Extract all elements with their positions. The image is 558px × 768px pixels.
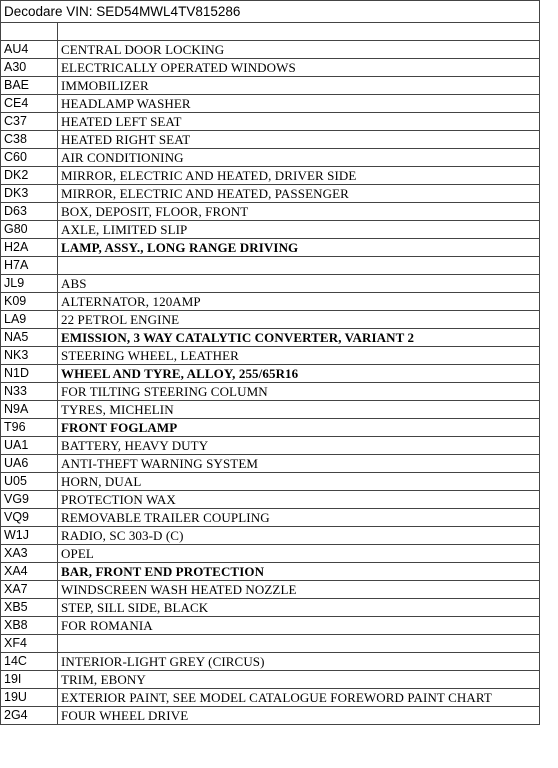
option-code-cell: N9A [1,401,58,419]
option-code-cell: CE4 [1,95,58,113]
option-code-cell: G80 [1,221,58,239]
document-title: Decodare VIN: SED54MWL4TV815286 [0,0,540,22]
option-description-cell: FOR ROMANIA [58,617,540,635]
option-code-cell: N1D [1,365,58,383]
table-row [1,77,540,95]
option-description-cell: MIRROR, ELECTRIC AND HEATED, DRIVER SIDE [58,167,540,185]
table-row [1,311,540,329]
option-description-cell: BAR, FRONT END PROTECTION [58,563,540,581]
table-row [1,365,540,383]
option-description-cell: ELECTRICALLY OPERATED WINDOWS [58,59,540,77]
option-code-cell [1,23,58,41]
table-row [1,581,540,599]
option-description-cell: FOUR WHEEL DRIVE [58,707,540,725]
option-description-cell [58,23,540,41]
table-row [1,419,540,437]
option-description-cell: EMISSION, 3 WAY CATALYTIC CONVERTER, VARIANT 2 [58,329,540,347]
option-description-cell [58,635,540,653]
option-description-cell: FOR TILTING STEERING COLUMN [58,383,540,401]
option-code-cell: T96 [1,419,58,437]
option-code-cell: C37 [1,113,58,131]
option-code-cell: NA5 [1,329,58,347]
option-description-cell: ALTERNATOR, 120AMP [58,293,540,311]
option-description-cell: LAMP, ASSY., LONG RANGE DRIVING [58,239,540,257]
option-description-cell: OPEL [58,545,540,563]
option-code-cell: W1J [1,527,58,545]
table-row [1,473,540,491]
table-row [1,239,540,257]
option-description-cell: 22 PETROL ENGINE [58,311,540,329]
option-code-cell: VG9 [1,491,58,509]
option-description-cell: IMMOBILIZER [58,77,540,95]
option-code-cell: H7A [1,257,58,275]
table-row [1,491,540,509]
option-description-cell: EXTERIOR PAINT, SEE MODEL CATALOGUE FOREWORD PAINT CHART [58,689,540,707]
option-code-cell: A30 [1,59,58,77]
option-description-cell: STEERING WHEEL, LEATHER [58,347,540,365]
table-row [1,347,540,365]
table-row [1,383,540,401]
table-row [1,545,540,563]
table-row [1,167,540,185]
option-code-cell: NK3 [1,347,58,365]
option-code-cell: N33 [1,383,58,401]
options-table-body [1,23,540,725]
table-row [1,401,540,419]
option-code-cell: 2G4 [1,707,58,725]
option-description-cell: HEADLAMP WASHER [58,95,540,113]
options-table [0,22,540,725]
option-code-cell: DK3 [1,185,58,203]
table-row [1,527,540,545]
table-row [1,59,540,77]
option-description-cell: PROTECTION WAX [58,491,540,509]
table-row [1,257,540,275]
table-row [1,41,540,59]
option-description-cell: REMOVABLE TRAILER COUPLING [58,509,540,527]
table-row [1,293,540,311]
option-code-cell: U05 [1,473,58,491]
table-row [1,203,540,221]
option-code-cell: XA7 [1,581,58,599]
option-description-cell: HEATED RIGHT SEAT [58,131,540,149]
table-row [1,689,540,707]
option-code-cell: UA1 [1,437,58,455]
option-description-cell: RADIO, SC 303-D (C) [58,527,540,545]
option-description-cell: INTERIOR-LIGHT GREY (CIRCUS) [58,653,540,671]
option-description-cell: MIRROR, ELECTRIC AND HEATED, PASSENGER [58,185,540,203]
option-code-cell: K09 [1,293,58,311]
option-description-cell: HORN, DUAL [58,473,540,491]
option-description-cell: HEATED LEFT SEAT [58,113,540,131]
option-description-cell: FRONT FOGLAMP [58,419,540,437]
table-row [1,635,540,653]
option-description-cell: ANTI-THEFT WARNING SYSTEM [58,455,540,473]
option-description-cell: TRIM, EBONY [58,671,540,689]
table-row [1,563,540,581]
option-code-cell: UA6 [1,455,58,473]
option-description-cell: AXLE, LIMITED SLIP [58,221,540,239]
option-description-cell [58,257,540,275]
table-row [1,95,540,113]
table-row [1,275,540,293]
table-row [1,23,540,41]
option-description-cell: WINDSCREEN WASH HEATED NOZZLE [58,581,540,599]
table-row [1,599,540,617]
option-code-cell: 14C [1,653,58,671]
table-row [1,149,540,167]
option-code-cell: 19U [1,689,58,707]
option-code-cell: C38 [1,131,58,149]
option-description-cell: BATTERY, HEAVY DUTY [58,437,540,455]
option-code-cell: AU4 [1,41,58,59]
option-description-cell: STEP, SILL SIDE, BLACK [58,599,540,617]
table-row [1,437,540,455]
table-row [1,221,540,239]
option-description-cell: CENTRAL DOOR LOCKING [58,41,540,59]
option-code-cell: LA9 [1,311,58,329]
option-code-cell: DK2 [1,167,58,185]
option-code-cell: 19I [1,671,58,689]
option-code-cell: XB5 [1,599,58,617]
table-row [1,671,540,689]
table-row [1,185,540,203]
option-code-cell: C60 [1,149,58,167]
option-code-cell: VQ9 [1,509,58,527]
option-description-cell: AIR CONDITIONING [58,149,540,167]
table-row [1,329,540,347]
option-description-cell: WHEEL AND TYRE, ALLOY, 255/65R16 [58,365,540,383]
option-code-cell: D63 [1,203,58,221]
table-row [1,113,540,131]
option-code-cell: JL9 [1,275,58,293]
table-row [1,653,540,671]
option-code-cell: XF4 [1,635,58,653]
table-row [1,509,540,527]
table-row [1,707,540,725]
option-description-cell: TYRES, MICHELIN [58,401,540,419]
option-code-cell: H2A [1,239,58,257]
option-code-cell: XA4 [1,563,58,581]
option-description-cell: ABS [58,275,540,293]
option-description-cell: BOX, DEPOSIT, FLOOR, FRONT [58,203,540,221]
option-code-cell: XB8 [1,617,58,635]
option-code-cell: XA3 [1,545,58,563]
table-row [1,617,540,635]
option-code-cell: BAE [1,77,58,95]
table-row [1,455,540,473]
table-row [1,131,540,149]
